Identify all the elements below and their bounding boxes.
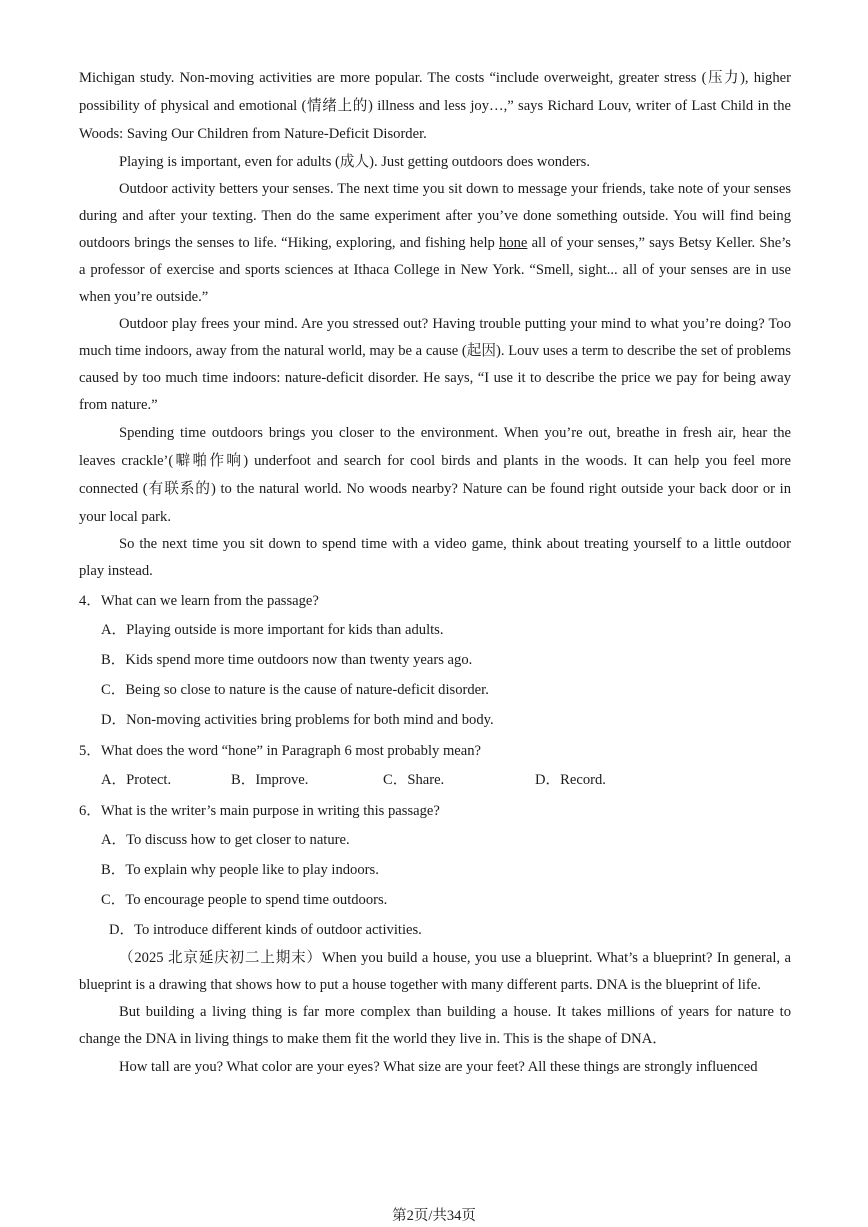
question-4-option-b: B．Kids spend more time outdoors now than twenty years ago. <box>101 652 473 668</box>
page-number: 第2页/共34页 <box>392 1208 476 1224</box>
passage1-paragraph-2: Playing is important, even for adults (成人). Just getting outdoors does wonders. <box>119 154 590 170</box>
passage2-paragraph-3: How tall are you? What color are your eyes? What size are your feet? All these things are strongly influenced <box>119 1059 758 1075</box>
question-6-option-c: C．To encourage people to spend time outdoors. <box>101 892 388 908</box>
passage1-paragraph-4: Outdoor play frees your mind. Are you stressed out? Having trouble putting your mind to what you’re doing? Too much time indoors, away from the natural world, may be a cause (起因). Louv uses a term to describe the set of problems caused by too much time indoors: nature-deficit disorder. He says, “I use it to describe the price we pay for being away from nature.” <box>79 316 791 413</box>
question-5 <box>79 737 791 795</box>
passage1-paragraph-3 <box>79 176 791 311</box>
underlined-word-hone: hone <box>499 235 528 251</box>
paragraph-3-text-before: Outdoor activity betters your senses. The next time you sit down to message your friends, take note of your senses during and after your texting. Then do the same experiment after you’ve done something outside. You will find being outdoors brings the senses to life. “Hiking, exploring, and fishing help <box>79 181 791 251</box>
question-5-option-b: B．Improve. <box>231 772 309 788</box>
passage1-paragraph-6: So the next time you sit down to spend time with a video game, think about treating yourself to a little outdoor play instead. <box>79 536 791 579</box>
question-5-option-c: C．Share. <box>383 772 445 788</box>
passage1-paragraph-1: Michigan study. Non-moving activities are more popular. The costs “include overweight, greater stress (压力), higher possibility of physical and emotional (情绪上的) illness and less joy…,” says Richard Louv, writer of Last Child in the Woods: Saving Our Children from Nature-Deficit Disorder. <box>79 70 791 142</box>
question-4-stem: 4．What can we learn from the passage? <box>79 593 319 609</box>
paragraph-3-text-after: all of your senses,” says Betsy Keller. She’s a professor of exercise and sports sciences at Ithaca College in New York. “Smell, sight... all of your senses are in use when you’re outside.” <box>79 235 791 305</box>
question-5-stem: 5．What does the word “hone” in Paragraph 6 most probably mean? <box>79 743 482 759</box>
question-6-option-d: D．To introduce different kinds of outdoor activities. <box>109 922 422 938</box>
question-5-option-a: A．Protect. <box>101 772 172 788</box>
question-4-option-c: C．Being so close to nature is the cause of nature-deficit disorder. <box>101 682 489 698</box>
question-6 <box>79 797 791 945</box>
question-4 <box>79 587 791 735</box>
question-6-stem: 6．What is the writer’s main purpose in writing this passage? <box>79 803 440 819</box>
question-5-option-d: D．Record. <box>535 772 606 788</box>
passage2-paragraph-1: （2025 北京延庆初二上期末）When you build a house, you use a blueprint. What’s a blueprint? In general, a blueprint is a drawing that shows how to put a house together with many different parts. DNA is the blueprint of life. <box>79 950 791 993</box>
document-body <box>79 64 791 1081</box>
question-4-option-d: D．Non-moving activities bring problems for both mind and body. <box>101 712 494 728</box>
question-6-option-b: B．To explain why people like to play indoors. <box>101 862 379 878</box>
question-6-option-a: A．To discuss how to get closer to nature. <box>101 832 350 848</box>
question-5-options <box>79 765 791 795</box>
question-4-option-a: A．Playing outside is more important for kids than adults. <box>101 622 444 638</box>
passage1-paragraph-5: Spending time outdoors brings you closer to the environment. When you’re out, breathe in fresh air, hear the leaves crackle’(噼啪作响) underfoot and search for cool birds and plants in the woods. It can help you feel more connected (有联系的) to the natural world. No woods nearby? Nature can be found right outside your back door or in your local park. <box>79 425 791 525</box>
passage2-paragraph-2: But building a living thing is far more complex than building a house. It takes millions of years for nature to change the DNA in living things to make them fit the world they live in. This is the shape of DNA． <box>79 1004 791 1047</box>
